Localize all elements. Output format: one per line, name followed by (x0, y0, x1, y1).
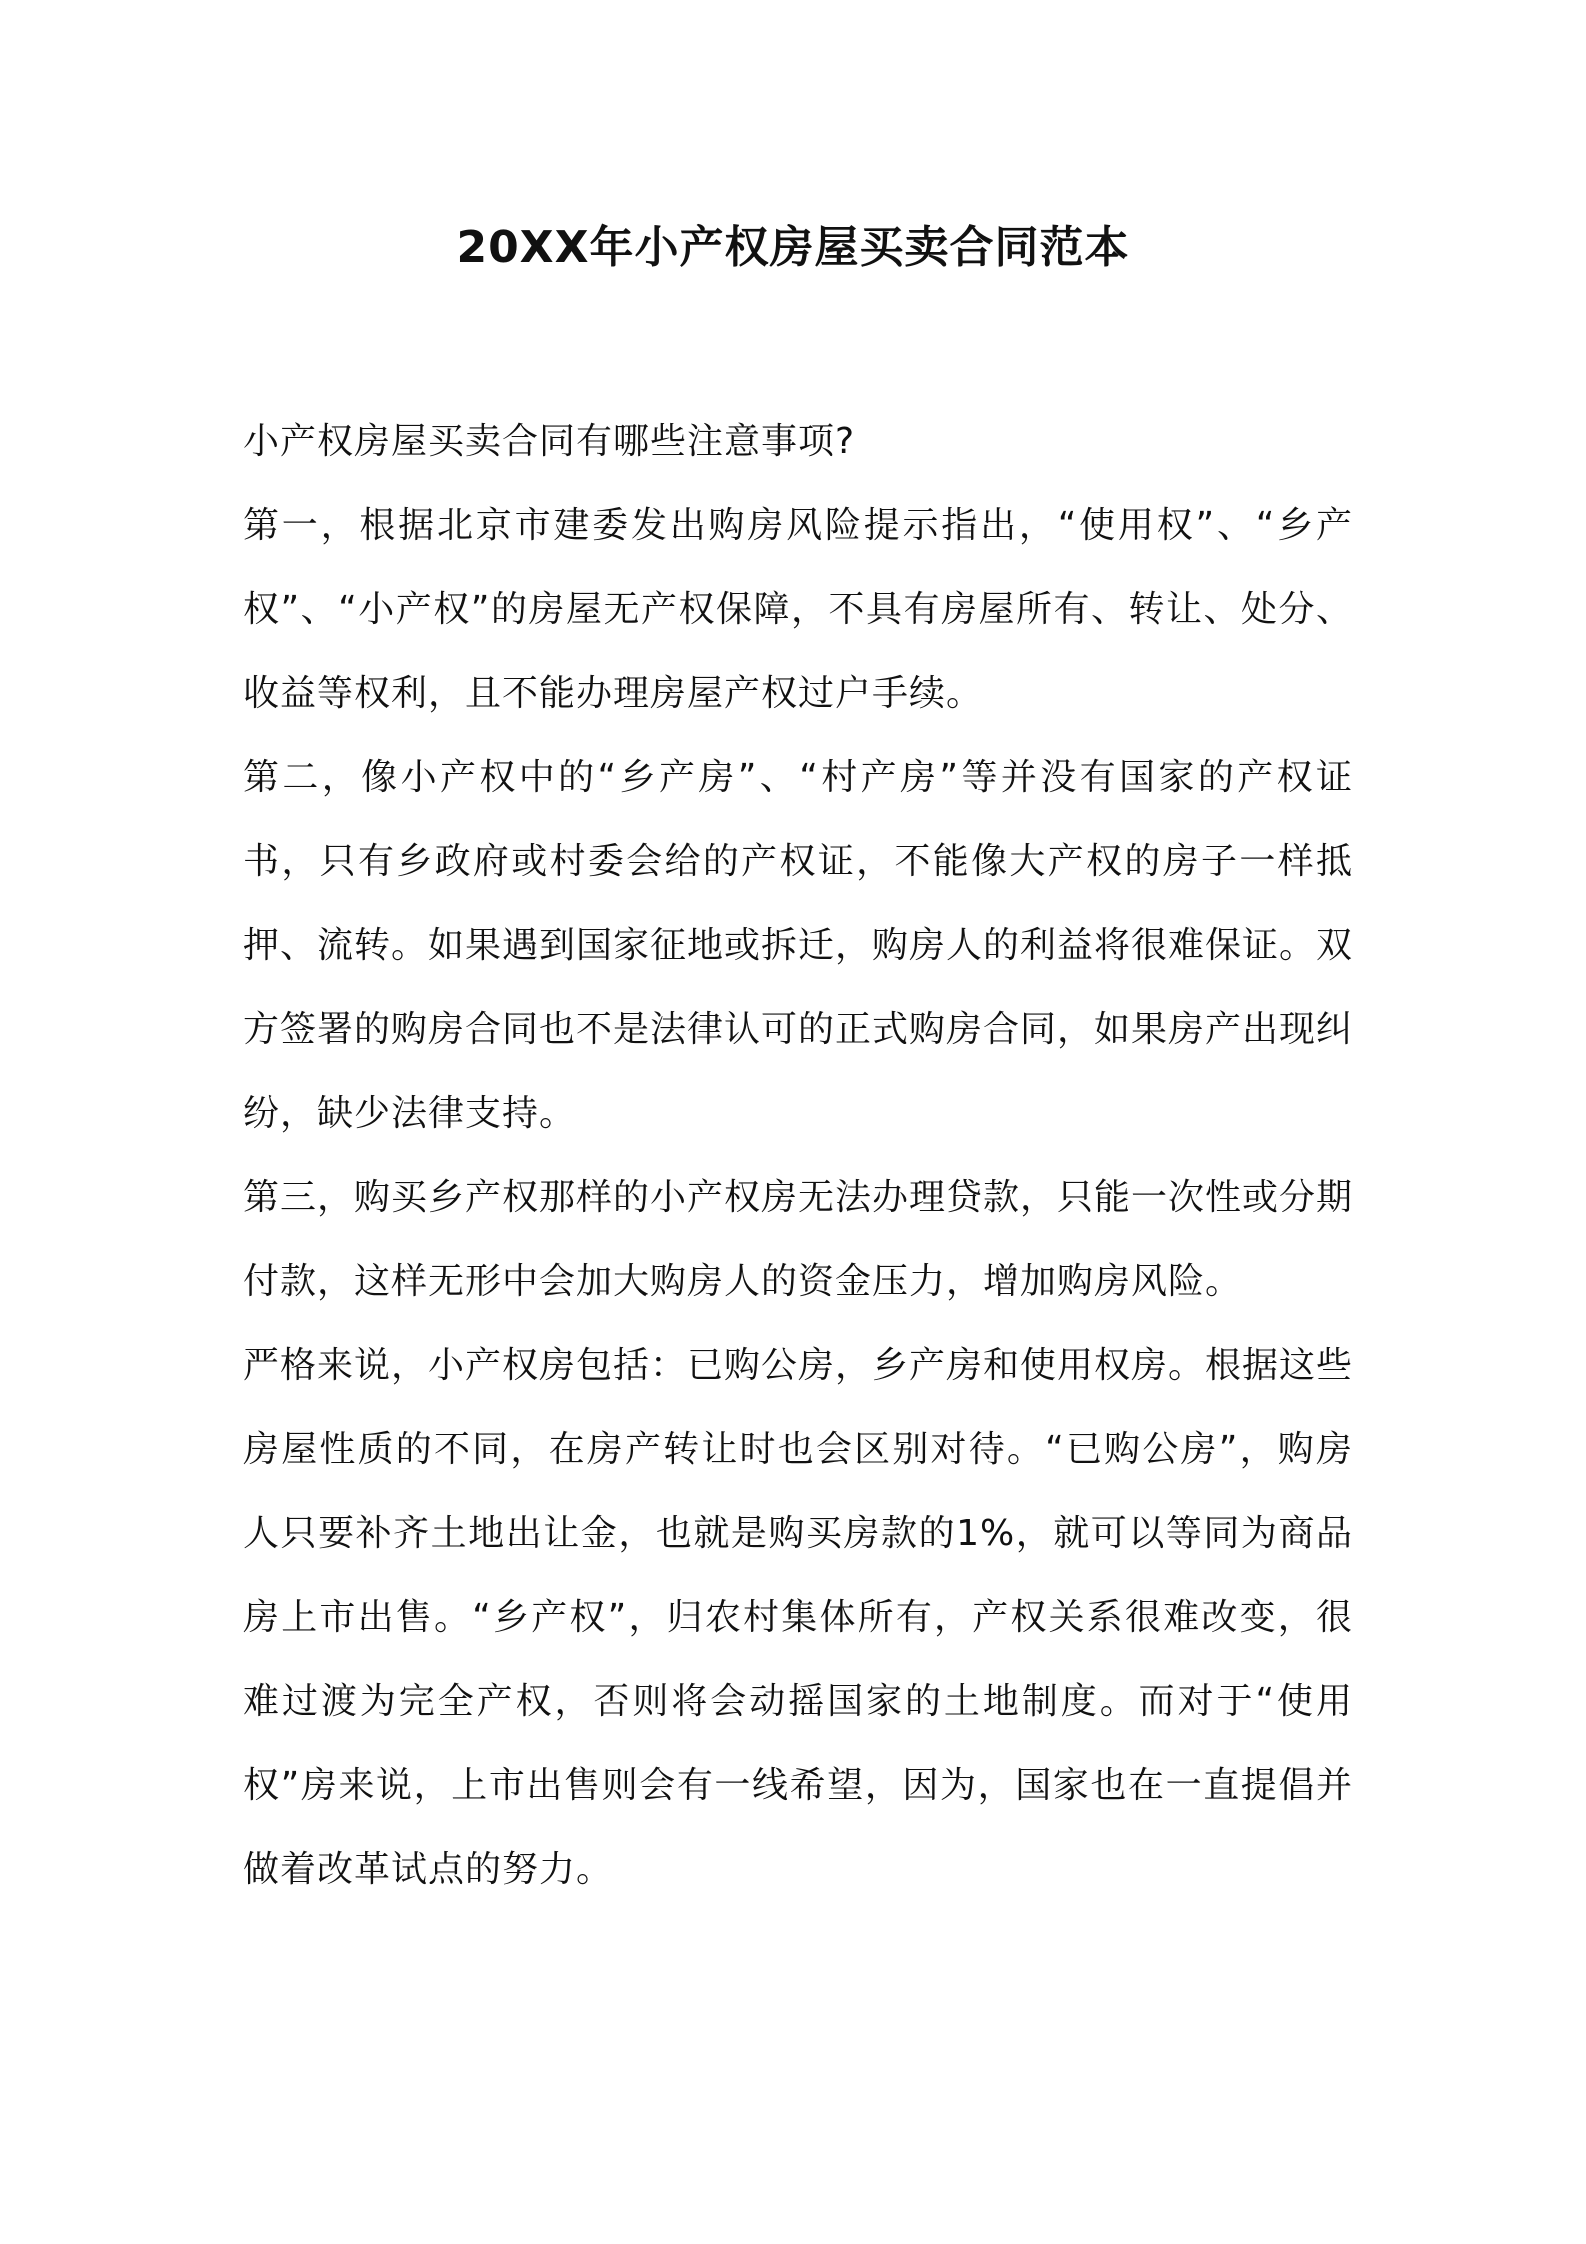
paragraph-summary: 严格来说，小产权房包括：已购公房，乡产房和使用权房。根据这些房屋性质的不同，在房产转让时也会区别对待。“已购公房”，购房人只要补齐土地出让金，也就是购买房款的1%，就可以等同为商品房上市出售。“乡产权”，归农村集体所有，产权关系很难改变，很难过渡为完全产权，否则将会动摇国家的土地制度。而对于“使用权”房来说，上市出售则会有一线希望，因为，国家也在一直提倡并做着改革试点的努力。 (243, 1345, 1354, 1890)
paragraph-third: 第三，购买乡产权那样的小产权房无法办理贷款，只能一次性或分期付款，这样无形中会加大购房人的资金压力，增加购房风险。 (243, 1177, 1354, 1302)
paragraph-first: 第一，根据北京市建委发出购房风险提示指出，“使用权”、“乡产权”、“小产权”的房屋无产权保障，不具有房屋所有、转让、处分、收益等权利，且不能办理房屋产权过户手续。 (243, 505, 1353, 714)
document-body (243, 400, 1353, 1912)
document-title: 20XX年小产权房屋买卖合同范本 (456, 222, 1130, 273)
paragraph-question: 小产权房屋买卖合同有哪些注意事项? (243, 421, 856, 462)
paragraph-second: 第二，像小产权中的“乡产房”、“村产房”等并没有国家的产权证书，只有乡政府或村委会给的产权证，不能像大产权的房子一样抵押、流转。如果遇到国家征地或拆迁，购房人的利益将很难保证。双方签署的购房合同也不是法律认可的正式购房合同，如果房产出现纠纷，缺少法律支持。 (243, 757, 1354, 1134)
